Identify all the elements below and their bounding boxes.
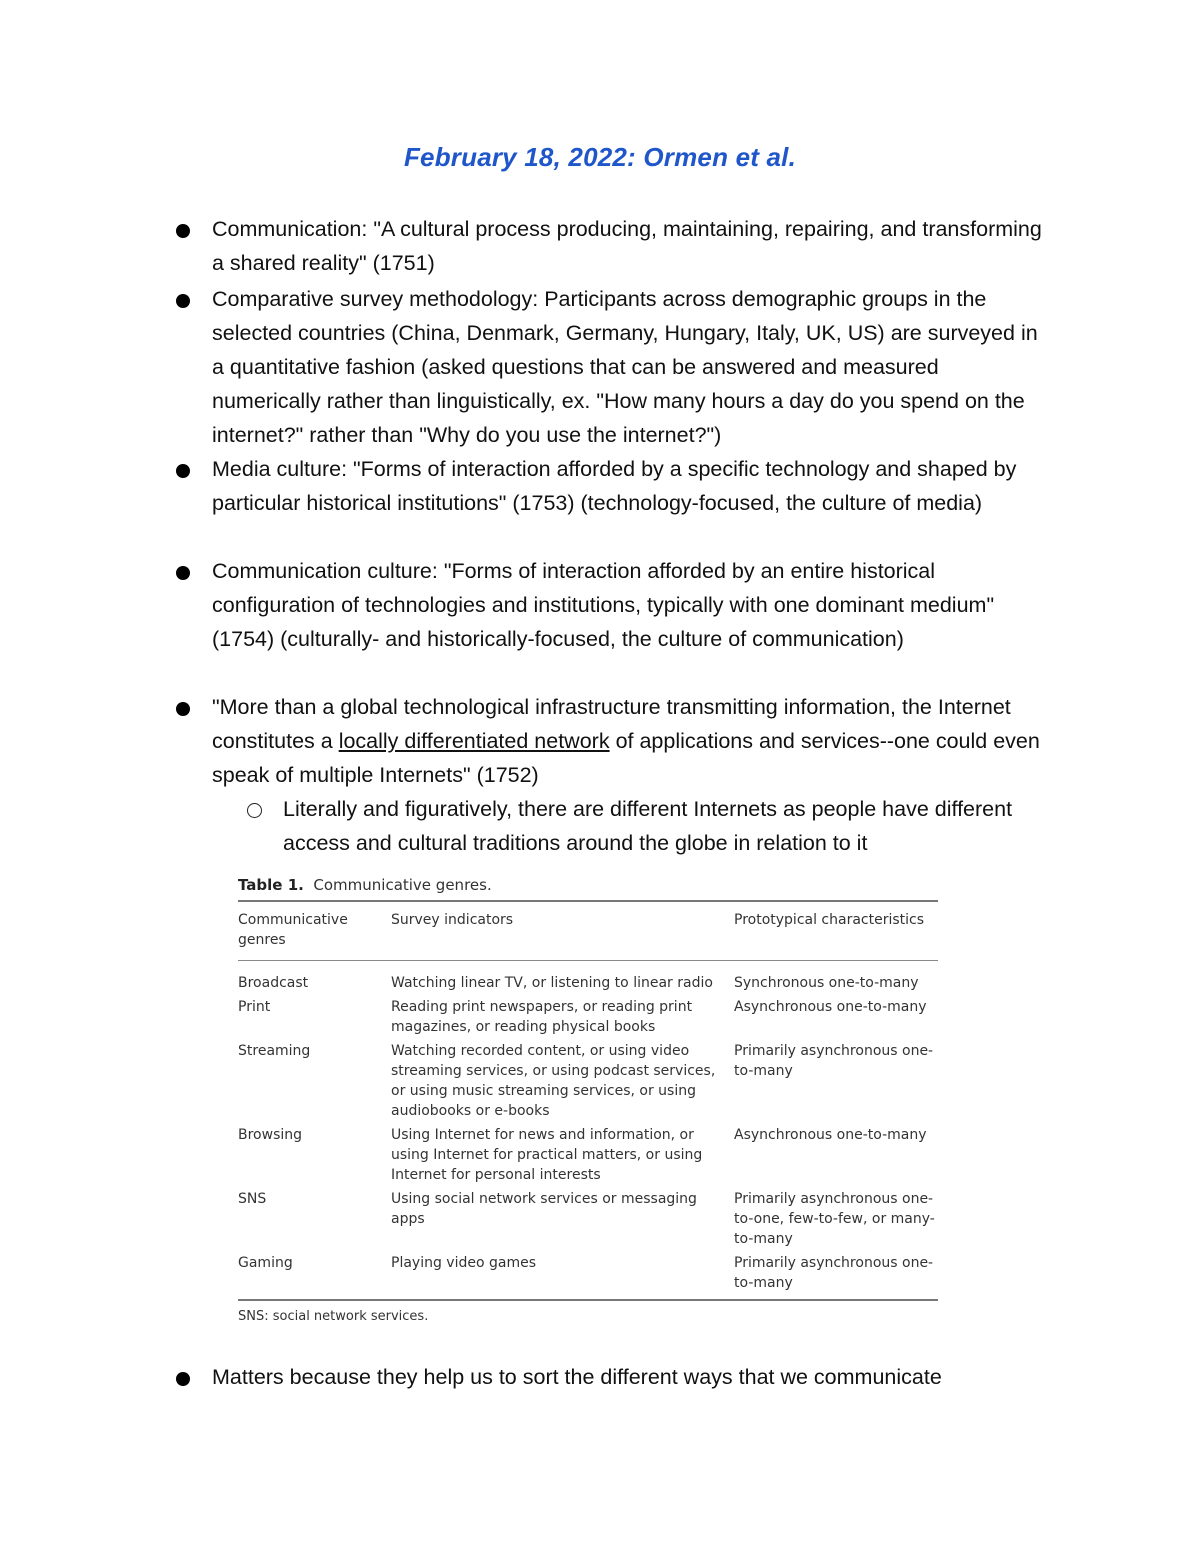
table-figure xyxy=(238,872,938,1324)
bullet-text-after: of applications and services--one could even speak of multiple Internets" (1752) xyxy=(212,729,1040,787)
cell-genre: Gaming xyxy=(238,1255,293,1271)
bullet-dot-icon xyxy=(176,566,190,580)
cell-indicator: Playing video games xyxy=(391,1255,536,1271)
cell-characteristic: Primarily asynchronous one-to-many xyxy=(734,1255,934,1291)
hollow-circle-bullet-icon xyxy=(247,803,262,818)
cell-indicator: Using social network services or messaging apps xyxy=(391,1191,697,1227)
table-bottom-rule xyxy=(238,1299,938,1301)
bullet-dot-icon xyxy=(176,294,190,308)
genres-table-body xyxy=(238,961,938,1299)
bullet-item-multiple-internets xyxy=(212,690,1042,792)
sub-bullet-text: Literally and figuratively, there are different Internets as people have different access and cultural traditions around the globe in relation to it xyxy=(283,797,1013,855)
bullet-text: Communication: "A cultural process producing, maintaining, repairing, and transforming a shared reality" (1751) xyxy=(212,217,1042,275)
table-row xyxy=(238,961,938,997)
table-row xyxy=(238,1189,938,1253)
cell-genre: Browsing xyxy=(238,1127,303,1143)
cell-indicator: Using Internet for news and information, or using Internet for practical matters, or using Internet for personal interests xyxy=(391,1127,703,1183)
bullet-item-matters xyxy=(212,1360,1042,1394)
cell-characteristic: Asynchronous one-to-many xyxy=(734,999,927,1015)
cell-genre: SNS xyxy=(238,1191,267,1207)
page-title: February 18, 2022: Ormen et al. xyxy=(403,142,797,172)
cell-genre: Streaming xyxy=(238,1043,311,1059)
bullet-text: Comparative survey methodology: Participants across demographic groups in the selected countries (China, Denmark, Germany, Hungary, Italy, UK, US) are surveyed in a quantitative fashion (asked questions that can be answered and measured numerically rather than linguistically, ex. "How many hours a day do you spend on the internet?" rather than "Why do you use the internet?") xyxy=(212,287,1038,447)
cell-genre: Print xyxy=(238,999,271,1015)
bullet-text-before: "More than a global technological infrastructure transmitting information, the Internet constitutes a xyxy=(212,695,1011,753)
bullet-dot-icon xyxy=(176,1372,190,1386)
cell-indicator: Reading print newspapers, or reading print magazines, or reading physical books xyxy=(391,999,693,1035)
bullet-dot-icon xyxy=(176,702,190,716)
table-caption xyxy=(238,872,938,898)
cell-indicator: Watching recorded content, or using video streaming services, or using podcast services, or using music streaming services, or using audiobooks or e-books xyxy=(391,1043,716,1119)
table-label: Table 1. xyxy=(238,876,304,894)
underlined-phrase: locally differentiated network xyxy=(338,729,610,753)
bullet-item-communication-culture xyxy=(212,554,1042,656)
bullet-dot-icon xyxy=(176,464,190,478)
bullet-dot-icon xyxy=(176,224,190,238)
bullet-text: Media culture: "Forms of interaction afforded by a specific technology and shaped by particular historical institutions" (1753) (technology-focused, the culture of media) xyxy=(212,457,1017,515)
table-footnote: SNS: social network services. xyxy=(238,1309,429,1324)
cell-characteristic: Synchronous one-to-many xyxy=(734,975,919,991)
sub-bullet-item xyxy=(283,792,1043,860)
header-characteristics: Prototypical characteristics xyxy=(734,912,925,928)
table-row xyxy=(238,1253,938,1299)
bullet-text: Matters because they help us to sort the different ways that we communicate xyxy=(212,1365,942,1389)
header-survey-indicators: Survey indicators xyxy=(391,912,514,928)
cell-indicator: Watching linear TV, or listening to linear radio xyxy=(391,975,713,991)
cell-genre: Broadcast xyxy=(238,975,309,991)
bullet-text: Communication culture: "Forms of interaction afforded by an entire historical configuration of technologies and institutions, typically with one dominant medium" (1754) (culturally- and historically-focused, the culture of communication) xyxy=(212,559,995,651)
bullet-item-communication xyxy=(212,212,1042,280)
genres-table xyxy=(238,902,938,960)
table-caption-text: Communicative genres. xyxy=(313,876,492,894)
table-row xyxy=(238,1041,938,1125)
cell-characteristic: Asynchronous one-to-many xyxy=(734,1127,927,1143)
cell-characteristic: Primarily asynchronous one-to-one, few-to-few, or many-to-many xyxy=(734,1191,935,1247)
cell-characteristic: Primarily asynchronous one-to-many xyxy=(734,1043,934,1079)
header-genres: Communicative genres xyxy=(238,912,348,948)
bullet-item-survey-methodology xyxy=(212,282,1042,452)
table-row xyxy=(238,997,938,1041)
table-header-row xyxy=(238,902,938,960)
table-row xyxy=(238,1125,938,1189)
bullet-item-media-culture xyxy=(212,452,1042,520)
